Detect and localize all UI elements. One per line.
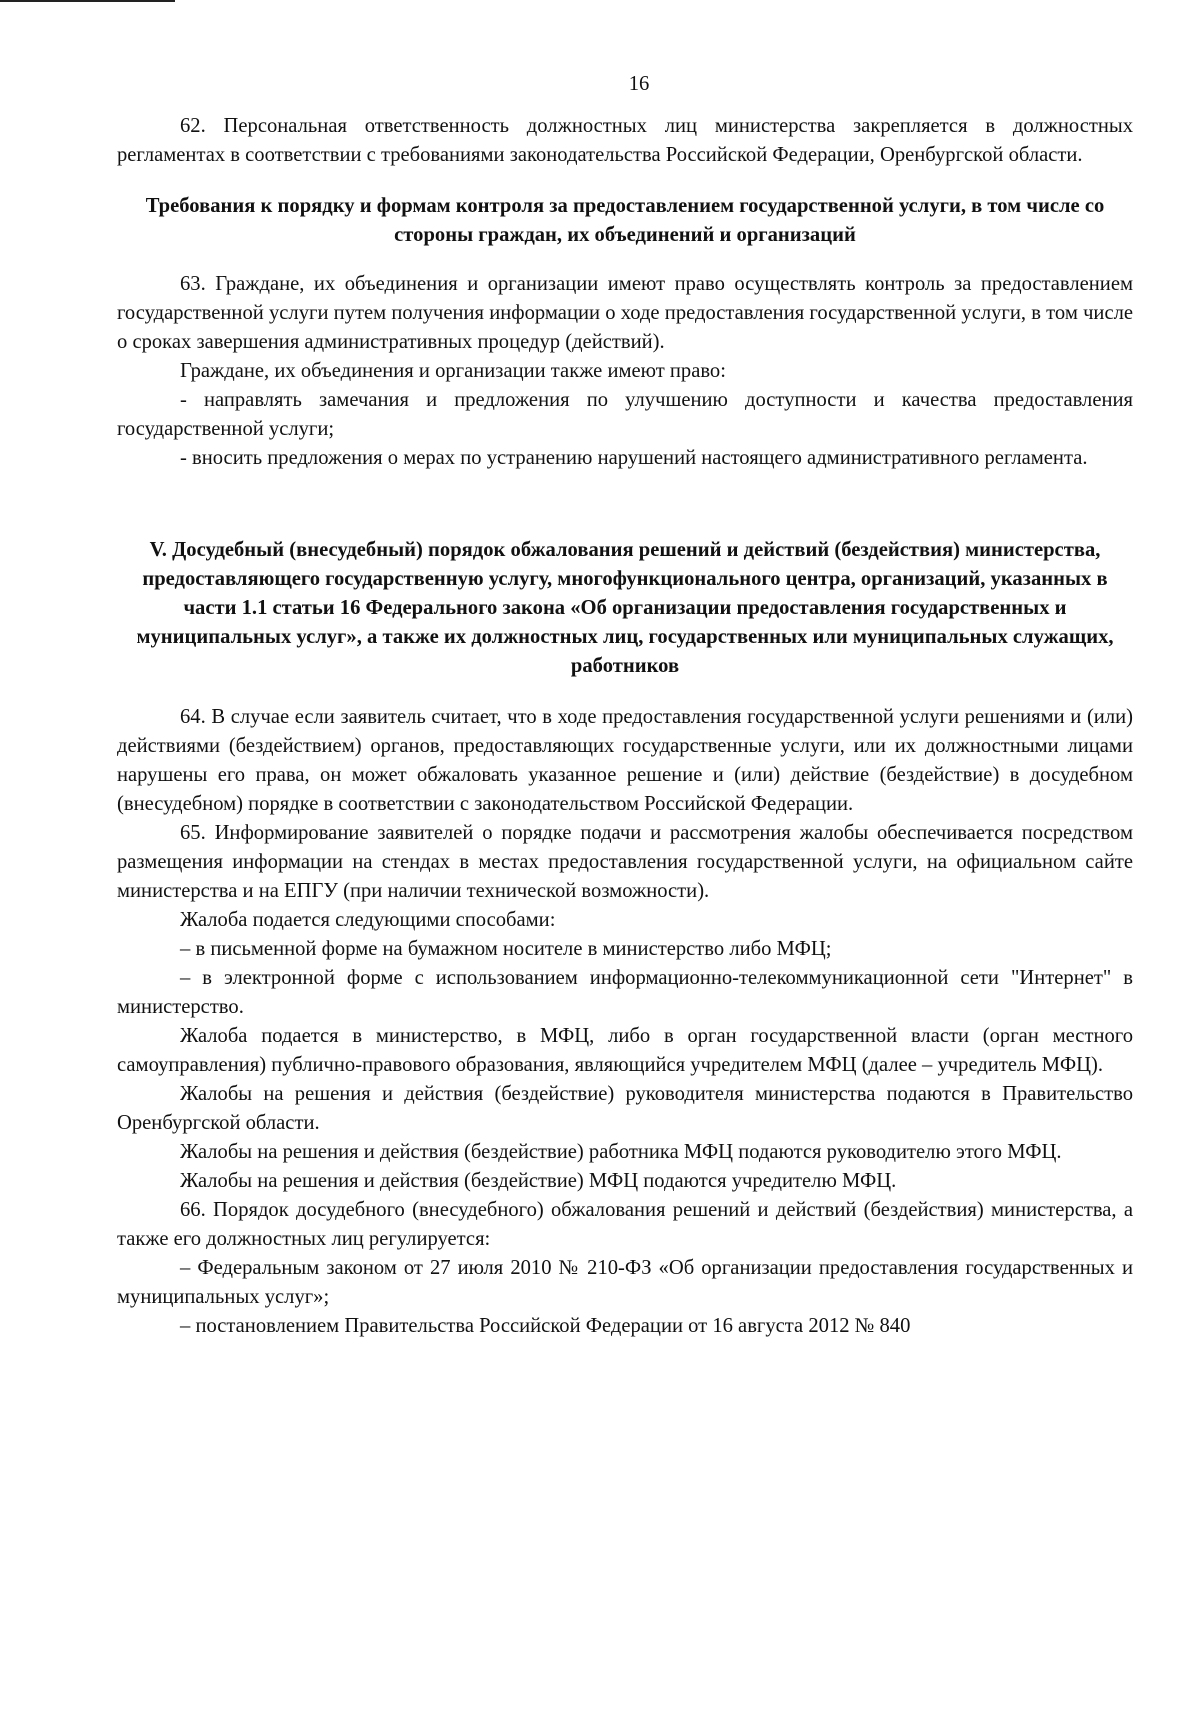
document-page	[117, 70, 1133, 1341]
paragraph-complaint-methods: Жалоба подается следующими способами:	[180, 909, 556, 931]
paragraph-complaint-recipients: Жалоба подается в министерство, в МФЦ, либо в орган государственной власти (орган местного самоуправления) публично-правового образования, являющийся учредителем МФЦ (далее – учредитель МФЦ).	[117, 1025, 1133, 1076]
paragraph-63: 63. Граждане, их объединения и организации имеют право осуществлять контроль за предоставлением государственной услуги путем получения информации о ходе предоставления государственной услуги, в том числе о сроках завершения административных процедур (действий).	[117, 273, 1133, 353]
list-item-remarks: - направлять замечания и предложения по улучшению доступности и качества предоставления государственной услуги;	[117, 389, 1133, 440]
paragraph-rights-intro: Граждане, их объединения и организации также имеют право:	[180, 360, 726, 382]
paragraph-62: 62. Персональная ответственность должностных лиц министерства закрепляется в должностных регламентах в соответствии с требованиями законодательства Российской Федерации, Оренбургской области.	[117, 115, 1133, 166]
paragraph-complaint-mfc: Жалобы на решения и действия (бездействие) МФЦ подаются учредителю МФЦ.	[180, 1170, 897, 1192]
list-item-paper-form: – в письменной форме на бумажном носителе в министерство либо МФЦ;	[180, 938, 832, 960]
list-item-electronic-form: – в электронной форме с использованием информационно-телекоммуникационной сети "Интернет" в министерство.	[117, 967, 1133, 1018]
paragraph-66: 66. Порядок досудебного (внесудебного) обжалования решений и действий (бездействия) министерства, а также его должностных лиц регулируется:	[117, 1199, 1133, 1250]
paragraph-complaint-head: Жалобы на решения и действия (бездействие) руководителя министерства подаются в Правительство Оренбургской области.	[117, 1083, 1133, 1134]
page-number: 16	[628, 73, 650, 95]
paragraph-complaint-worker: Жалобы на решения и действия (бездействие) работника МФЦ подаются руководителю этого МФЦ.	[180, 1141, 1062, 1163]
section-heading-control-requirements: Требования к порядку и формам контроля за предоставлением государственной услуги, в том числе со стороны граждан, их объединений и организаций	[145, 195, 1105, 246]
list-item-government-decree: – постановлением Правительства Российской Федерации от 16 августа 2012 № 840	[180, 1315, 911, 1337]
list-item-federal-law: – Федеральным законом от 27 июля 2010 № 210-ФЗ «Об организации предоставления государственных и муниципальных услуг»;	[117, 1257, 1133, 1308]
scan-edge-line	[0, 0, 175, 2]
paragraph-65: 65. Информирование заявителей о порядке подачи и рассмотрения жалобы обеспечивается посредством размещения информации на стендах в местах предоставления государственной услуги, на официальном сайте министерства и на ЕПГУ (при наличии технической возможности).	[117, 822, 1133, 902]
list-item-proposals: - вносить предложения о мерах по устранению нарушений настоящего административного регламента.	[180, 447, 1088, 469]
paragraph-64: 64. В случае если заявитель считает, что в ходе предоставления государственной услуги решениями и (или) действиями (бездействием) органов, предоставляющих государственные услуги, или их должностными лицами нарушены его права, он может обжаловать указанное решение и (или) действие (бездействие) в досудебном (внесудебном) порядке в соответствии с законодательством Российской Федерации.	[117, 706, 1133, 815]
section-heading-appeal-procedure: V. Досудебный (внесудебный) порядок обжалования решений и действий (бездействия) министерства, предоставляющего государственную услугу, многофункционального центра, организаций, указанных в части 1.1 статьи 16 Федерального закона «Об организации предоставления государственных и муниципальных услуг», а также их должностных лиц, государственных или муниципальных служащих, работников	[136, 539, 1114, 677]
